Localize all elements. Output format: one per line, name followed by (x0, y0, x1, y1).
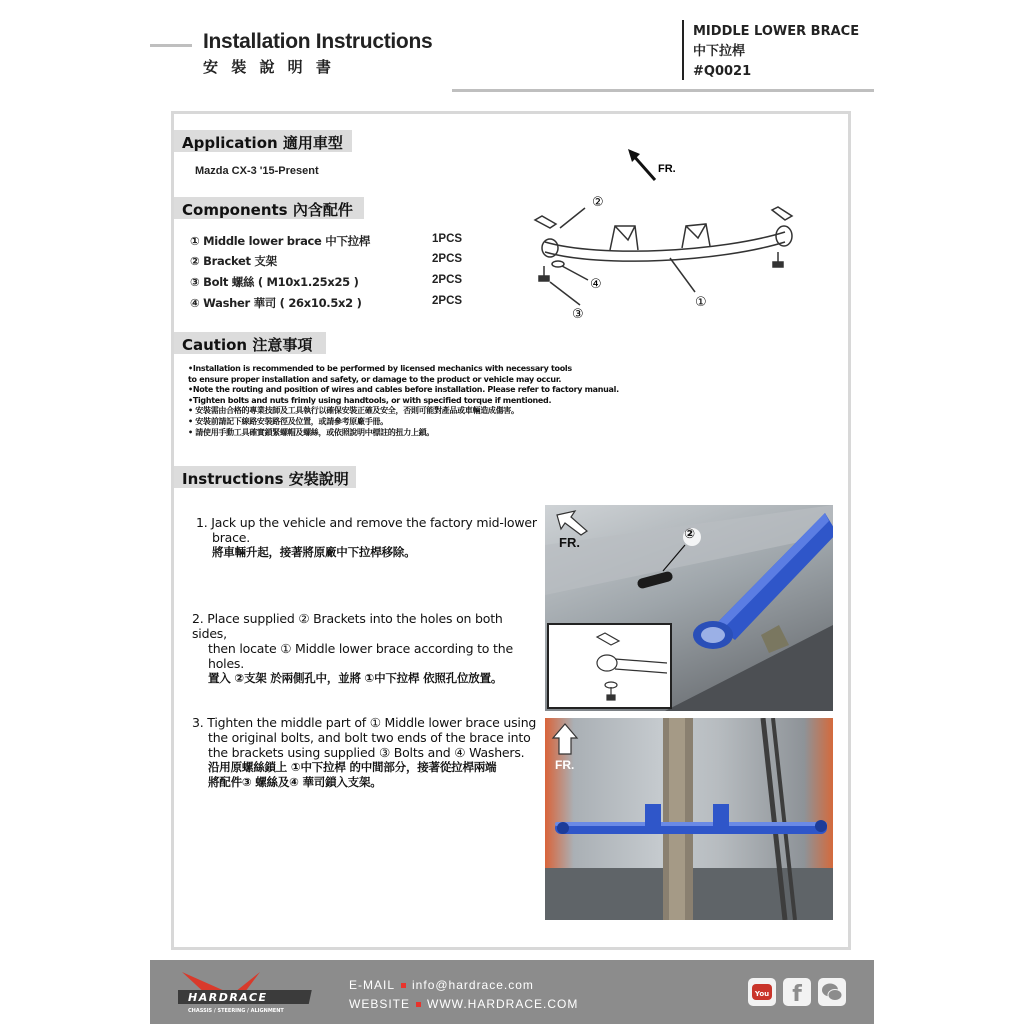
svg-text:CHASSIS / STEERING / ALIGNMENT: CHASSIS / STEERING / ALIGNMENT (188, 1008, 284, 1014)
footer (150, 960, 874, 1024)
bracket-detail-inset (547, 623, 672, 709)
youtube-icon[interactable] (748, 978, 776, 1006)
svg-text:You: You (754, 990, 770, 998)
step-3-text: 3. Tighten the middle part of ① Middle lower brace using (192, 715, 537, 730)
page-title: Installation Instructions (203, 30, 433, 53)
header-divider (682, 20, 684, 80)
caution-heading: Caution 注意事項 (174, 332, 326, 354)
header-rule-right (452, 89, 874, 92)
step-2-text: then locate ① Middle lower brace according to the (208, 641, 513, 656)
step-2-text-zh: 置入 ②支架 於兩側孔中，並將 ①中下拉桿 依照孔位放置。 (208, 671, 503, 685)
diagram-callout-4: ④ (590, 277, 602, 292)
component-qty: 2PCS (432, 253, 463, 265)
product-info (693, 22, 859, 82)
step-2-text: 2. Place supplied ② Brackets into the holes on both sides, (192, 611, 503, 641)
caution-line: •Installation is recommended to be performed by licensed mechanics with necessary tools (188, 364, 572, 373)
bullet-square-icon (416, 1002, 421, 1007)
step-1-text: 1. Jack up the vehicle and remove the factory mid-lower (196, 515, 537, 530)
step-3-text-zh: 沿用原螺絲鎖上 ①中下拉桿 的中間部分，接著從拉桿兩端 (208, 760, 497, 774)
header-rule-left (150, 44, 192, 47)
contact-info (349, 976, 578, 1014)
facebook-icon[interactable] (783, 978, 811, 1006)
photo-1-callout: ② (684, 527, 696, 542)
component-qty: 1PCS (432, 233, 463, 245)
product-name-zh: 中下拉桿 (693, 44, 746, 59)
instruction-step-1 (196, 515, 541, 560)
installation-photo-2 (545, 718, 833, 920)
middle-lower-brace-drawing (535, 207, 792, 305)
component-qty: 2PCS (432, 274, 463, 286)
website-link[interactable]: WWW.HARDRACE.COM (427, 997, 579, 1011)
component-qty: 2PCS (432, 295, 463, 307)
caution-line: • 安裝需由合格的專業技師及工具執行以確保安裝正確及安全，否則可能對產品或車輛造成傷害。 (188, 406, 519, 416)
photo-2-direction-label: FR. (555, 758, 575, 772)
website-label: WEBSITE (349, 997, 411, 1011)
instruction-step-3 (192, 715, 537, 790)
components-heading: Components 內含配件 (174, 197, 364, 219)
component-item: ② Bracket 支架 (190, 254, 277, 268)
email-link[interactable]: info@hardrace.com (412, 978, 534, 992)
diagram-direction-label: FR. (658, 163, 676, 175)
page-subtitle: 安 裝 說 明 書 (203, 58, 335, 76)
caution-line: • 請使用手動工具確實鎖緊螺帽及螺絲，或依照說明中標註的扭力上鎖。 (188, 427, 434, 437)
component-item: ③ Bolt 螺絲 ( M10x1.25x25 ) (190, 275, 359, 289)
caution-line: •Note the routing and position of wires and cables before installation. Please refer to factory manual. (188, 385, 619, 395)
caution-line: to ensure proper installation and safety, or damage to the product or vehicle may occur. (188, 374, 562, 384)
caution-line: •Tighten bolts and nuts frimly using handtools, or with specified torque if mentioned. (188, 395, 552, 405)
installation-photo-1 (545, 505, 833, 711)
step-2-text: holes. (208, 656, 245, 671)
diagram-callout-2: ② (592, 195, 604, 210)
application-heading: Application 適用車型 (174, 130, 352, 152)
step-3-text-zh: 將配件③ 螺絲及④ 華司鎖入支架。 (208, 775, 382, 789)
step-3-text: the brackets using supplied ③ Bolts and ④ Washers. (208, 745, 525, 760)
photo-1-direction-label: FR. (559, 535, 580, 550)
parts-diagram (520, 140, 810, 325)
photo-1-direction-arrow-icon (557, 511, 587, 535)
step-1-text-zh: 將車輛升起，接著將原廠中下拉桿移除。 (212, 545, 416, 559)
component-item: ① Middle lower brace 中下拉桿 (190, 234, 371, 248)
bullet-square-icon (401, 983, 406, 988)
product-name: MIDDLE LOWER BRACE (693, 24, 860, 39)
svg-text:f: f (792, 982, 802, 1006)
product-code: #Q0021 (693, 64, 752, 79)
diagram-callout-3: ③ (572, 307, 584, 322)
photo-2-direction-arrow-icon (553, 724, 577, 754)
component-item: ④ Washer 華司 ( 26x10.5x2 ) (190, 296, 362, 310)
front-direction-arrow-icon (628, 149, 655, 180)
caution-list (188, 364, 628, 438)
step-1-text: brace. (212, 530, 251, 545)
caution-line: • 安裝前請記下線路安裝路徑及位置，或請參考原廠手冊。 (188, 416, 388, 426)
instructions-heading: Instructions 安裝說明 (174, 466, 356, 488)
hardrace-logo (178, 970, 318, 1014)
application-vehicle: Mazda CX-3 '15-Present (195, 165, 319, 177)
svg-text:HARDRACE: HARDRACE (188, 991, 268, 1004)
email-label: E-MAIL (349, 978, 396, 992)
step-3-text: the original bolts, and bolt two ends of the brace into (208, 730, 531, 745)
wechat-icon[interactable] (818, 978, 846, 1006)
instruction-step-2 (192, 611, 537, 686)
diagram-callout-1: ① (695, 295, 707, 310)
